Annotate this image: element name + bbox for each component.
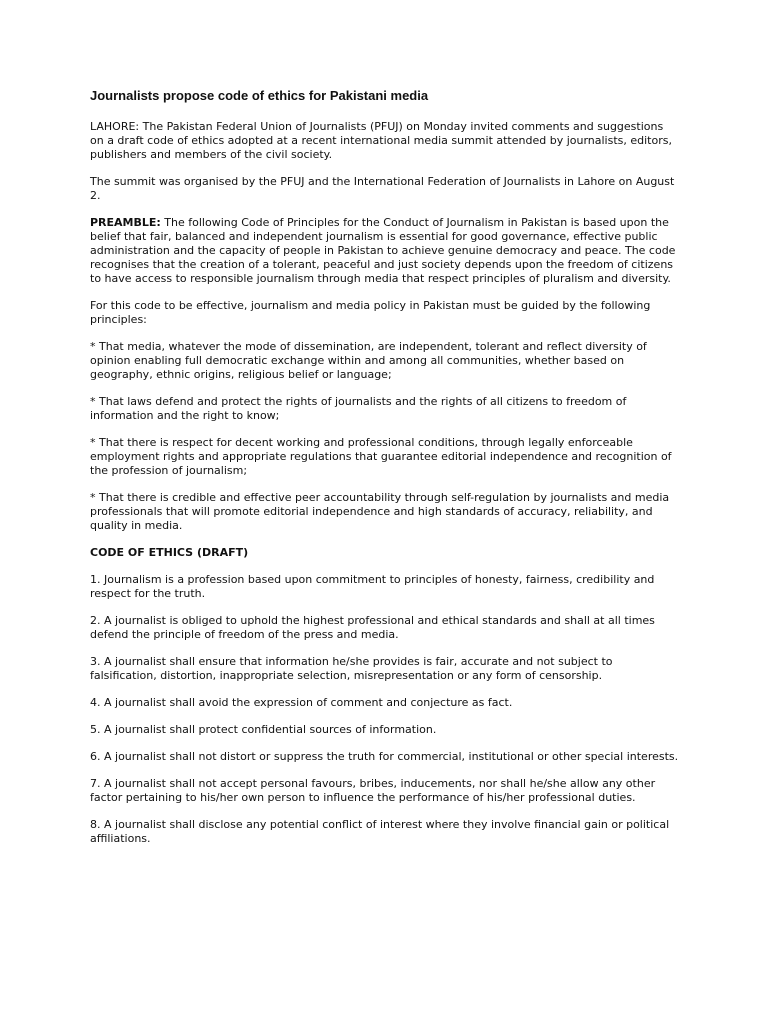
code-item: 3. A journalist shall ensure that information he/she provides is fair, accurate and not subject to falsification, distortion, inappropriate selection, misrepresentation or any form of censorship. [90,655,613,682]
principles-intro: For this code to be effective, journalism and media policy in Pakistan must be guided by the following principles: [90,299,651,326]
code-item: 6. A journalist shall not distort or suppress the truth for commercial, institutional or other special interests. [90,750,679,763]
principle-item: * That laws defend and protect the rights of journalists and the rights of all citizens to freedom of information and the right to know; [90,395,627,422]
code-item: 2. A journalist is obliged to uphold the highest professional and ethical standards and shall at all times defend the principle of freedom of the press and media. [90,614,655,641]
principle-item: * That there is respect for decent working and professional conditions, through legally enforceable employment rights and appropriate regulations that guarantee editorial independence and recognition of the profession of journalism; [90,436,672,477]
code-item: 8. A journalist shall disclose any potential conflict of interest where they involve financial gain or political affiliations. [90,818,670,845]
principle-item: * That there is credible and effective peer accountability through self-regulation by journalists and media professionals that will promote editorial independence and high standards of accuracy, reliability, and quality in media. [90,491,670,532]
preamble-text: The following Code of Principles for the Conduct of Journalism in Pakistan is based upon the belief that fair, balanced and independent journalism is essential for good governance, effective public administration and the capacity of people in Pakistan to achieve genuine democracy and peace. The code recognises that the creation of a tolerant, peaceful and just society depends upon the freedom of citizens to have access to responsible journalism through media that respect principles of pluralism and diversity. [90,216,676,285]
intro-paragraph: LAHORE: The Pakistan Federal Union of Journalists (PFUJ) on Monday invited comments and suggestions on a draft code of ethics adopted at a recent international media summit attended by journalists, editors, publishers and members of the civil society. [90,120,672,161]
code-item: 7. A journalist shall not accept personal favours, bribes, inducements, nor shall he/she allow any other factor pertaining to his/her own person to influence the performance of his/her professional duties. [90,777,656,804]
preamble-paragraph [90,216,680,286]
code-item: 4. A journalist shall avoid the expression of comment and conjecture as fact. [90,696,513,709]
principle-item: * That media, whatever the mode of dissemination, are independent, tolerant and reflect diversity of opinion enabling full democratic exchange within and among all communities, whether based on geography, ethnic origins, religious belief or language; [90,340,647,381]
code-item: 1. Journalism is a profession based upon commitment to principles of honesty, fairness, credibility and respect for the truth. [90,573,655,600]
code-heading: CODE OF ETHICS (DRAFT) [90,546,249,559]
code-item: 5. A journalist shall protect confidential sources of information. [90,723,437,736]
preamble-label: PREAMBLE: [90,216,161,229]
article-title: Journalists propose code of ethics for Pakistani media [90,88,429,103]
intro-paragraph: The summit was organised by the PFUJ and the International Federation of Journalists in Lahore on August 2. [90,175,675,202]
document-page [90,88,680,859]
